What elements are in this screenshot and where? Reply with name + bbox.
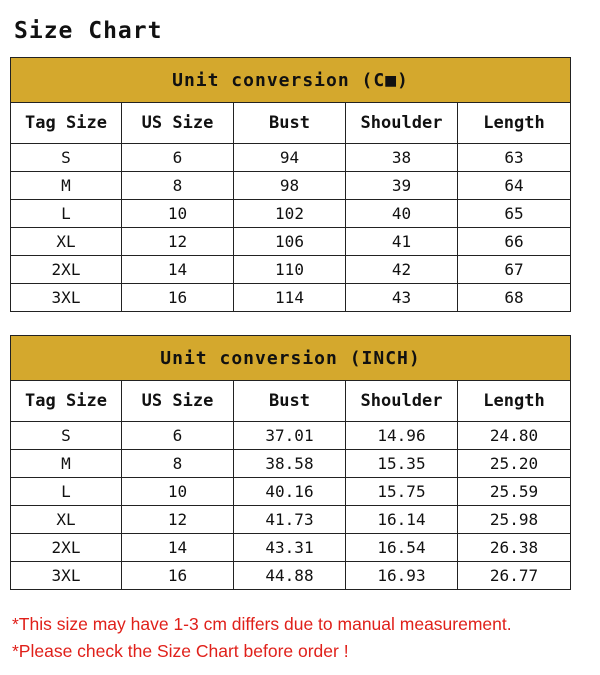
table-row: [11, 256, 571, 284]
tag-size-cell: M: [11, 172, 122, 200]
header-bust: Bust: [234, 381, 346, 422]
tag-size-cell: 3XL: [11, 284, 122, 312]
shoulder-cell: 15.35: [346, 450, 458, 478]
length-cell: 26.77: [458, 562, 571, 590]
header-us-size: US Size: [122, 381, 234, 422]
header-shoulder: Shoulder: [346, 381, 458, 422]
us-size-cell: 8: [122, 450, 234, 478]
length-cell: 25.20: [458, 450, 571, 478]
table-row: [11, 450, 571, 478]
shoulder-cell: 42: [346, 256, 458, 284]
header-tag-size: Tag Size: [11, 381, 122, 422]
bust-cell: 94: [234, 144, 346, 172]
header-tag-size: Tag Size: [11, 103, 122, 144]
us-size-cell: 6: [122, 144, 234, 172]
length-cell: 64: [458, 172, 571, 200]
us-size-cell: 16: [122, 284, 234, 312]
table-row: [11, 422, 571, 450]
bust-cell: 38.58: [234, 450, 346, 478]
us-size-cell: 12: [122, 228, 234, 256]
length-cell: 24.80: [458, 422, 571, 450]
shoulder-cell: 16.54: [346, 534, 458, 562]
table-row: [11, 534, 571, 562]
shoulder-cell: 39: [346, 172, 458, 200]
us-size-cell: 12: [122, 506, 234, 534]
length-cell: 65: [458, 200, 571, 228]
length-cell: 25.98: [458, 506, 571, 534]
tag-size-cell: S: [11, 144, 122, 172]
tag-size-cell: 2XL: [11, 256, 122, 284]
header-shoulder: Shoulder: [346, 103, 458, 144]
bust-cell: 102: [234, 200, 346, 228]
tag-size-cell: S: [11, 422, 122, 450]
header-length: Length: [458, 103, 571, 144]
shoulder-cell: 15.75: [346, 478, 458, 506]
table-row: [11, 144, 571, 172]
header-us-size: US Size: [122, 103, 234, 144]
length-cell: 67: [458, 256, 571, 284]
bust-cell: 37.01: [234, 422, 346, 450]
bust-cell: 44.88: [234, 562, 346, 590]
header-length: Length: [458, 381, 571, 422]
table-row: [11, 284, 571, 312]
header-bust: Bust: [234, 103, 346, 144]
bust-cell: 106: [234, 228, 346, 256]
check-size-note: *Please check the Size Chart before order !: [12, 641, 349, 661]
tag-size-cell: M: [11, 450, 122, 478]
shoulder-cell: 16.14: [346, 506, 458, 534]
bust-cell: 98: [234, 172, 346, 200]
bust-cell: 40.16: [234, 478, 346, 506]
tag-size-cell: XL: [11, 228, 122, 256]
measurement-note: *This size may have 1-3 cm differs due to manual measurement.: [12, 614, 512, 634]
cm-table-caption: Unit conversion (C■): [11, 58, 571, 103]
bust-cell: 114: [234, 284, 346, 312]
shoulder-cell: 16.93: [346, 562, 458, 590]
table-row: [11, 478, 571, 506]
tag-size-cell: L: [11, 478, 122, 506]
shoulder-cell: 38: [346, 144, 458, 172]
us-size-cell: 8: [122, 172, 234, 200]
us-size-cell: 6: [122, 422, 234, 450]
us-size-cell: 16: [122, 562, 234, 590]
us-size-cell: 10: [122, 200, 234, 228]
page-title: Size Chart: [14, 18, 163, 44]
bust-cell: 41.73: [234, 506, 346, 534]
table-row: [11, 200, 571, 228]
table-row: [11, 506, 571, 534]
us-size-cell: 14: [122, 256, 234, 284]
table-row: [11, 562, 571, 590]
tag-size-cell: 2XL: [11, 534, 122, 562]
bust-cell: 43.31: [234, 534, 346, 562]
table-row: [11, 228, 571, 256]
bust-cell: 110: [234, 256, 346, 284]
us-size-cell: 10: [122, 478, 234, 506]
table-row: [11, 172, 571, 200]
inch-size-table: [10, 335, 571, 590]
us-size-cell: 14: [122, 534, 234, 562]
tag-size-cell: L: [11, 200, 122, 228]
shoulder-cell: 41: [346, 228, 458, 256]
inch-table-caption: Unit conversion (INCH): [11, 336, 571, 381]
length-cell: 26.38: [458, 534, 571, 562]
tag-size-cell: XL: [11, 506, 122, 534]
length-cell: 63: [458, 144, 571, 172]
length-cell: 66: [458, 228, 571, 256]
length-cell: 25.59: [458, 478, 571, 506]
length-cell: 68: [458, 284, 571, 312]
shoulder-cell: 43: [346, 284, 458, 312]
tag-size-cell: 3XL: [11, 562, 122, 590]
shoulder-cell: 14.96: [346, 422, 458, 450]
cm-size-table: [10, 57, 571, 312]
shoulder-cell: 40: [346, 200, 458, 228]
